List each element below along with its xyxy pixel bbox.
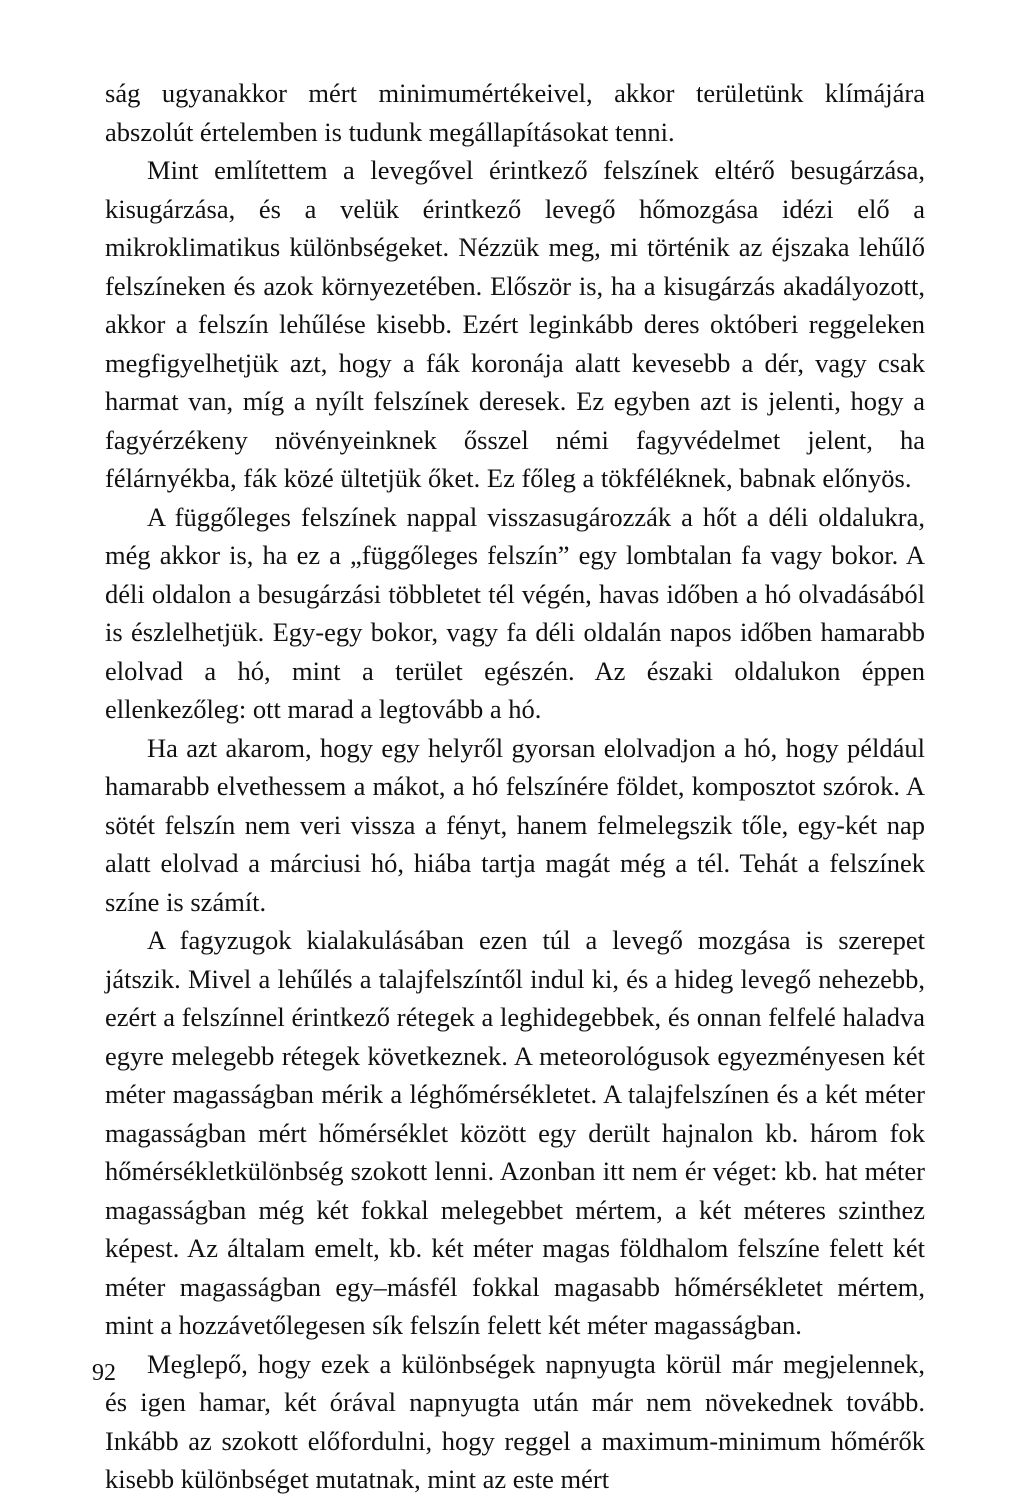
paragraph-3: A függőleges felszínek nappal visszasugározzák a hőt a déli oldalukra, még akkor is, ha ez a „függőleges felszín” egy lombtalan fa vagy bokor. A déli oldalon a besugárzási többletet tél végén, havas időben a hó olvadásából is észlelhetjük. Egy-egy bokor, vagy fa déli oldalán napos időben hamarabb elolvad a hó, mint a terület egészén. Az északi oldalukon éppen ellenkezőleg: ott marad a legtovább a hó.: [105, 501, 925, 724]
body-text: [105, 74, 925, 1499]
paragraph-2: Mint említettem a levegővel érintkező felszínek eltérő besugárzása, kisugárzása, és a velük érintkező levegő hőmozgása idézi elő a mikroklimatikus különbségeket. Nézzük meg, mi történik az éjszaka lehűlő felszíneken és azok környezetében. Először is, ha a kisugárzás akadályozott, akkor a felszín lehűlése kisebb. Ezért leginkább deres októberi reggeleken megfigyelhetjük azt, hogy a fák koronája alatt kevesebb a dér, vagy csak harmat van, míg a nyílt felszínek deresek. Ez egyben azt is jelenti, hogy a fagyérzékeny növényeinknek ősszel némi fagyvédelmet jelent, ha félárnyékba, fák közé ültetjük őket. Ez főleg a tökféléknek, babnak előnyös.: [105, 155, 925, 493]
paragraph-5: A fagyzugok kialakulásában ezen túl a levegő mozgása is szerepet játszik. Mivel a lehűlés a talajfelszíntől indul ki, és a hideg levegő nehezebb, ezért a felszínnel érintkező rétegek a leghidegebbek, és onnan felfelé haladva egyre melegebb rétegek következnek. A meteorológusok egyezményesen két méter magasságban mérik a léghőmérsékletet. A talajfelszínen és a két méter magasságban mért hőmérséklet között egy derült hajnalon kb. három fok hőmérsékletkülönbség szokott lenni. Azonban itt nem ér véget: kb. hat méter magasságban még két fokkal melegebbet mértem, a két méteres szinthez képest. Az általam emelt, kb. két méter magas földhalom felszíne felett két méter magasságban egy–másfél fokkal magasabb hőmérsékletet mértem, mint a hozzávetőlegesen sík felszín felett két méter magasságban.: [105, 925, 925, 1340]
paragraph-6: Meglepő, hogy ezek a különbségek napnyugta körül már megjelennek, és igen hamar, két órával napnyugta után már nem növekednek tovább. Inkább az szokott előfordulni, hogy reggel a maximum-minimum hőmérők kisebb különbséget mutatnak, mint az este mért: [105, 1348, 925, 1494]
paragraph-1: ság ugyanakkor mért minimumértékeivel, akkor területünk klímájára abszolút értelemben is tudunk megállapításokat tenni.: [105, 78, 925, 147]
page-number: 92: [92, 1360, 116, 1386]
paragraph-4: Ha azt akarom, hogy egy helyről gyorsan elolvadjon a hó, hogy például hamarabb elvethessem a mákot, a hó felszínére földet, komposztot szórok. A sötét felszín nem veri vissza a fényt, hanem felmelegszik tőle, egy-két nap alatt elolvad a márciusi hó, hiába tartja magát még a tél. Tehát a felszínek színe is számít.: [105, 732, 925, 917]
